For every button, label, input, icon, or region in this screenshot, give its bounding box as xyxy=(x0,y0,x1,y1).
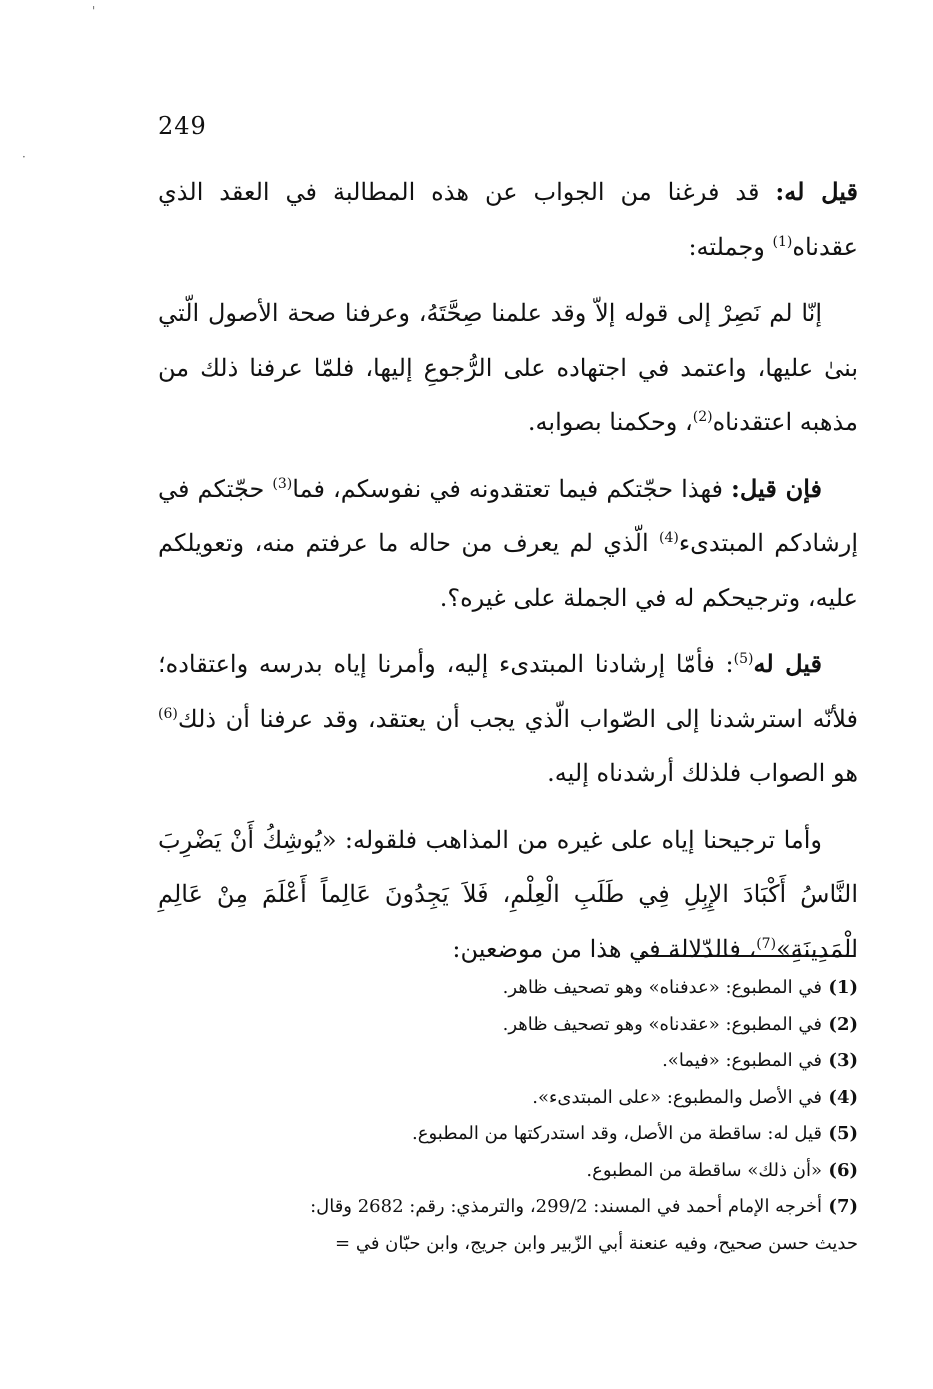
paragraph-text: ، فالدّلالة في هذا من موضعين: xyxy=(452,934,757,963)
footnote xyxy=(150,1116,858,1153)
paragraph xyxy=(158,286,858,450)
main-text xyxy=(158,165,858,988)
footnote-separator xyxy=(640,955,855,957)
paragraph xyxy=(158,637,858,801)
paragraph xyxy=(158,813,858,977)
footnote-mark: (1) xyxy=(828,977,858,998)
footnote xyxy=(150,1007,858,1044)
scan-mark: · xyxy=(22,150,26,164)
footnote-text: في المطبوع: «عقدناه» وهو تصحيف ظاهر. xyxy=(502,1013,822,1035)
paragraph-text: إنّا لم نَصِرْ إلى قوله إلاّ وقد علمنا صِحَّتَهُ، وعرفنا صحة الأصول الّتي بنىٰ عليها، واعتمد في اجتهاده على الرُّجوعِ إليها، فلمّا عرفنا ذلك من مذهبه اعتقدناه xyxy=(158,299,858,436)
paragraph-text: وأما ترجيحنا إياه على غيره من المذاهب فلقوله: «يُوشِكُ أَنْ يَضْرِبَ النَّاسُ أَكْبَادَ الإِبِلِ فِي طَلَبِ الْعِلْمِ، فَلاَ يَجِدُونَ عَالِماً أَعْلَمَ مِنْ عَالِمِ الْمَدِينَةِ» xyxy=(158,825,859,963)
paragraph-text: الّذي لم يعرف من حاله ما عرفتم منه، وتعويلكم عليه، وترجيحكم له في الجملة على غيره؟. xyxy=(158,529,858,612)
footnote xyxy=(150,970,858,1007)
footnote xyxy=(150,1080,858,1117)
paragraph-text: فهذا حجّتكم فيما تعتقدونه في نفوسكم، فما xyxy=(292,474,732,503)
footnote-text: أخرجه الإمام أحمد في المسند: 299/2، والترمذي: رقم: 2682 وقال: xyxy=(310,1196,822,1217)
footnote-ref: (6) xyxy=(158,705,178,722)
footnote-ref: (3) xyxy=(272,475,293,492)
footnote xyxy=(150,1043,858,1080)
footnote-ref: (2) xyxy=(692,409,713,425)
footnote-mark: (3) xyxy=(828,1050,858,1071)
footnotes-list xyxy=(150,970,858,1262)
footnote-mark: (5) xyxy=(828,1123,858,1144)
paragraph-text: هو الصواب فلذلك أرشدناه إليه. xyxy=(547,759,858,787)
footnote xyxy=(150,1153,858,1190)
footnote-text: «أن ذلك» ساقطة من المطبوع. xyxy=(586,1159,822,1181)
footnote xyxy=(150,1189,858,1226)
footnote-text: في المطبوع: «عدفناه» وهو تصحيف ظاهر. xyxy=(502,977,822,998)
paragraph-lead: قيل له xyxy=(753,649,822,678)
footnote-mark: (4) xyxy=(828,1086,858,1108)
scan-mark: ' xyxy=(92,4,96,18)
footnote-ref: (1) xyxy=(772,233,793,250)
footnote-mark: (7) xyxy=(828,1196,858,1217)
paragraph-text: وجملته: xyxy=(688,232,773,261)
footnote-text: في المطبوع: «فيما». xyxy=(662,1050,822,1071)
footnote-ref: (5) xyxy=(733,651,754,667)
paragraph-text: : فأمّا إرشادنا المبتدىء إليه، وأمرنا إياه بدرسه واعتقاده؛ فلأنّه استرشدنا إلى الصّواب الّذي يجب أن يعتقد، وقد عرفنا أن ذلك xyxy=(158,650,858,733)
paragraph-text: ، وحكمنا بصوابه. xyxy=(527,408,693,436)
paragraph-text: قد فرغنا من الجواب عن هذه المطالبة في العقد الذي عقدناه xyxy=(158,178,858,261)
paragraph xyxy=(158,462,858,626)
footnote-continuation: حديث حسن صحيح، وفيه عنعنة أبي الزّبير وابن جريج، وابن حبّان في = xyxy=(335,1232,858,1254)
footnote-text: قيل له: ساقطة من الأصل، وقد استدركتها من المطبوع. xyxy=(412,1123,822,1144)
page-number: 249 xyxy=(158,112,207,140)
footnote-ref: (4) xyxy=(659,530,679,546)
footnote-mark: (6) xyxy=(828,1159,858,1181)
footnote-ref: (7) xyxy=(756,935,777,952)
footnote-text: في الأصل والمطبوع: «على المبتدىء». xyxy=(532,1086,822,1108)
paragraph-text: حجّتكم في إرشادكم المبتدىء xyxy=(158,474,858,557)
footnote-mark: (2) xyxy=(828,1013,858,1035)
paragraph-lead: فإن قيل: xyxy=(731,473,822,503)
paragraph-lead: قيل له: xyxy=(775,177,858,206)
paragraph xyxy=(158,165,858,274)
